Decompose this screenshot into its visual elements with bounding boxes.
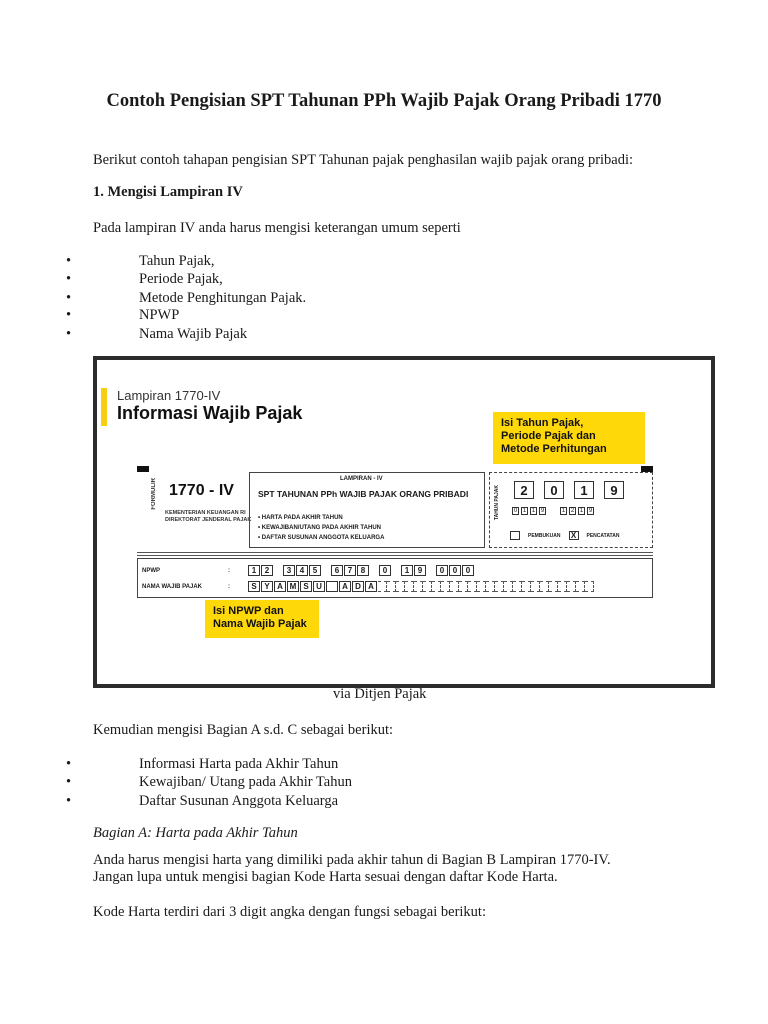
bullet-icon: •	[66, 326, 72, 342]
bagian-intro: Kemudian mengisi Bagian A s.d. C sebagai berikut:	[93, 722, 394, 738]
accent-bar	[101, 388, 107, 426]
identity-box	[137, 558, 653, 598]
digit-cell: 0	[544, 481, 564, 499]
nama-label: NAMA WAJIB PAJAK	[142, 583, 203, 590]
npwp-label: NPWP	[142, 567, 160, 574]
empty-cells	[378, 581, 594, 592]
spt-title: SPT TAHUNAN PPh WAJIB PAJAK ORANG PRIBADI	[258, 489, 469, 499]
list-item-text: Daftar Susunan Anggota Keluarga	[139, 793, 339, 809]
digit-cell: 9	[414, 565, 426, 576]
callout-tahun-pajak	[493, 412, 645, 464]
char-cell: S	[300, 581, 312, 592]
paragraph: Kode Harta terdiri dari 3 digit angka dengan fungsi sebagai berikut:	[93, 904, 486, 920]
form-figure	[93, 356, 715, 688]
spacer	[370, 565, 378, 576]
callout-line: Metode Perhitungan	[501, 443, 607, 455]
form-tab-marker	[137, 466, 149, 472]
callout-line: Isi NPWP dan	[213, 605, 284, 617]
digit-cell: 1	[579, 508, 584, 514]
form-item: • HARTA PADA AKHIR TAHUN	[258, 515, 343, 521]
char-cell: M	[287, 581, 299, 592]
year-digits	[514, 481, 624, 499]
page-title: Contoh Pengisian SPT Tahunan PPh Wajib Pajak Orang Pribadi 1770	[106, 91, 662, 111]
tax-form	[137, 466, 653, 600]
char-cell: U	[313, 581, 325, 592]
figure-caption: via Ditjen Pajak	[333, 686, 427, 702]
list-item-text: Periode Pajak,	[139, 271, 223, 287]
form-vertical-label: FORMULIR	[151, 478, 157, 510]
spacer	[548, 507, 558, 515]
bullet-icon: •	[66, 307, 72, 323]
form-item: • DAFTAR SUSUNAN ANGGOTA KELUARGA	[258, 535, 385, 541]
digit-cell: 9	[604, 481, 624, 499]
bullet-icon: •	[66, 793, 72, 809]
bullet-icon: •	[66, 253, 72, 269]
colon: :	[228, 567, 230, 574]
pembukuan-checkbox	[510, 531, 520, 540]
section-1-text: Pada lampiran IV anda harus mengisi keterangan umum seperti	[93, 220, 461, 236]
nama-cells	[248, 581, 378, 592]
digit-cell: 1	[248, 565, 260, 576]
spacer	[392, 565, 400, 576]
pencatatan-checkbox: X	[569, 531, 579, 540]
list-item-text: Informasi Harta pada Akhir Tahun	[139, 756, 339, 772]
digit-cell: 0	[379, 565, 391, 576]
char-cell: Y	[261, 581, 273, 592]
agency-label	[165, 510, 251, 524]
method-checkboxes	[510, 531, 619, 540]
list-item-text: NPWP	[139, 307, 180, 323]
colon: :	[228, 583, 230, 590]
figure-subtitle: Lampiran 1770-IV	[117, 388, 221, 403]
section-1-heading: 1. Mengisi Lampiran IV	[93, 184, 243, 200]
form-items	[258, 513, 384, 543]
bullet-icon: •	[66, 290, 72, 306]
digit-cell: 1	[401, 565, 413, 576]
char-cell: A	[365, 581, 377, 592]
digit-cell: 4	[296, 565, 308, 576]
callout-line: Periode Pajak dan	[501, 430, 596, 442]
tahun-pajak-label: TAHUN PAJAK	[494, 485, 500, 521]
digit-cell: 8	[357, 565, 369, 576]
digit-cell: 2	[570, 508, 575, 514]
spacer	[274, 565, 282, 576]
digit-cell: 7	[344, 565, 356, 576]
lampiran-label: LAMPIRAN - IV	[340, 476, 383, 482]
digit-cell: 0	[449, 565, 461, 576]
callout-line: Isi Tahun Pajak,	[501, 417, 584, 429]
form-title-box	[249, 472, 485, 548]
char-cell: A	[339, 581, 351, 592]
callout-line: Nama Wajib Pajak	[213, 618, 307, 630]
paragraph-line: Jangan lupa untuk mengisi bagian Kode Harta sesuai dengan daftar Kode Harta.	[93, 869, 558, 885]
form-item: • KEWAJIBAN/UTANG PADA AKHIR TAHUN	[258, 525, 381, 531]
char-cell	[326, 581, 338, 592]
pembukuan-label: PEMBUKUAN	[528, 532, 561, 539]
digit-cell: 1	[531, 508, 536, 514]
digit-cell: 9	[588, 508, 593, 514]
digit-cell: 6	[331, 565, 343, 576]
spacer	[322, 565, 330, 576]
figure-heading: Informasi Wajib Pajak	[117, 403, 303, 423]
bagian-a-heading: Bagian A: Harta pada Akhir Tahun	[93, 825, 298, 841]
bullet-icon: •	[66, 774, 72, 790]
digit-cell: 0	[513, 508, 518, 514]
char-cell: S	[248, 581, 260, 592]
agency-line: KEMENTERIAN KEUANGAN RI	[165, 510, 246, 516]
callout-npwp	[205, 600, 319, 638]
bullet-icon: •	[66, 271, 72, 287]
digit-cell: 1	[522, 508, 527, 514]
char-cell: A	[274, 581, 286, 592]
npwp-cells	[248, 565, 475, 576]
digit-cell: 2	[514, 481, 534, 499]
list-item-text: Tahun Pajak,	[139, 253, 215, 269]
paragraph-line: Anda harus mengisi harta yang dimiliki pada akhir tahun di Bagian B Lampiran 1770-IV.	[93, 852, 611, 868]
digit-cell: 1	[561, 508, 566, 514]
nama-row	[142, 581, 594, 592]
list-item-text: Metode Penghitungan Pajak.	[139, 290, 307, 306]
digit-cell: 1	[574, 481, 594, 499]
agency-line: DIREKTORAT JENDERAL PAJAK	[165, 517, 252, 523]
digit-cell: 5	[309, 565, 321, 576]
digit-cell: 3	[283, 565, 295, 576]
list-item-text: Kewajiban/ Utang pada Akhir Tahun	[139, 774, 352, 790]
form-divider	[137, 552, 653, 556]
digit-cell: 9	[540, 508, 545, 514]
tahun-pajak-box	[489, 472, 653, 548]
spacer	[427, 565, 435, 576]
list-item-text: Nama Wajib Pajak	[139, 326, 248, 342]
npwp-row	[142, 565, 475, 576]
form-code: 1770 - IV	[169, 482, 234, 499]
digit-cell: 2	[261, 565, 273, 576]
period-digits	[512, 507, 594, 515]
pencatatan-label: PENCATATAN	[586, 532, 620, 539]
bullet-icon: •	[66, 756, 72, 772]
intro-paragraph: Berikut contoh tahapan pengisian SPT Tahunan pajak penghasilan wajib pajak orang pribadi:	[93, 152, 634, 168]
digit-cell: 0	[462, 565, 474, 576]
char-cell: D	[352, 581, 364, 592]
digit-cell: 0	[436, 565, 448, 576]
